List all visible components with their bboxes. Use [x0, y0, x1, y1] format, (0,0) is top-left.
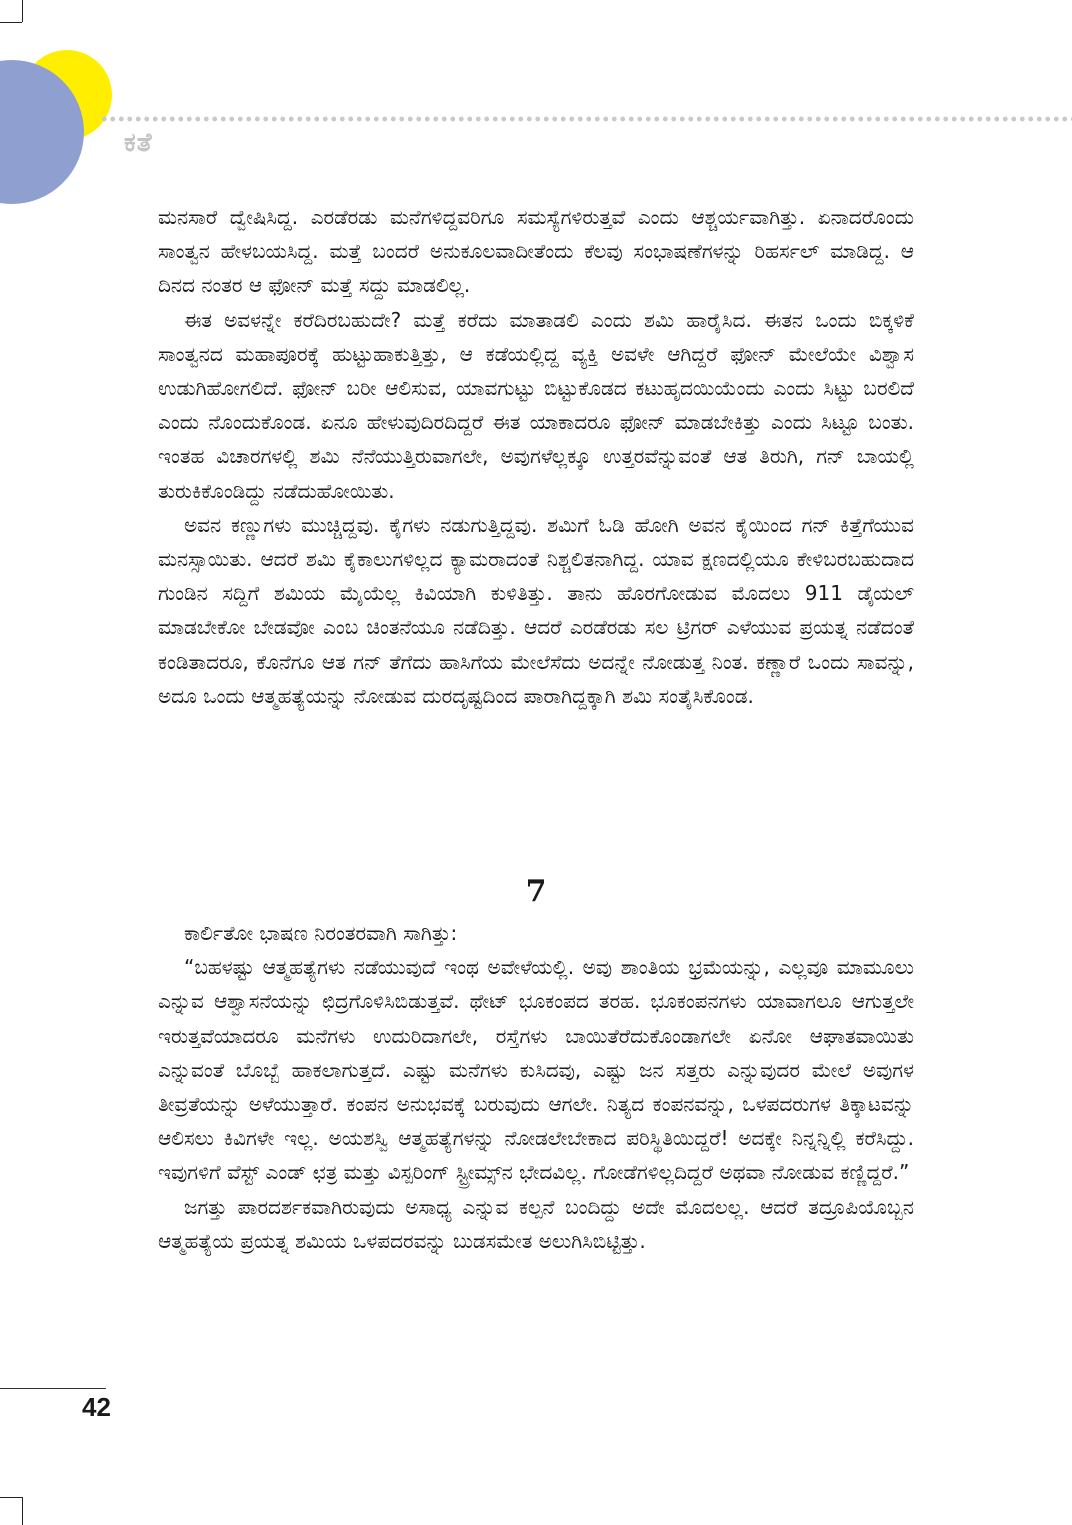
paragraph: ಕಾರ್ಲಿತೋ ಭಾಷಣ ನಿರಂತರವಾಗಿ ಸಾಗಿತ್ತು: — [184, 921, 458, 945]
paragraph: ಜಗತ್ತು ಪಾರದರ್ಶಕವಾಗಿರುವುದು ಅಸಾಧ್ಯ ಎನ್ನುವ ಕಲ್ಪನೆ ಬಂದಿದ್ದು ಅದೇ ಮೊದಲಲ್ಲ. ಆದರೆ ತದ್ರೂಪಿಯೊಬ್ಬನ ಆತ್ಮಹತ್ಯೆಯ ಪ್ರಯತ್ನ ಶಮಿಯ ಒಳಪದರವನ್ನು ಬುಡಸಮೇತ ಅಲುಗಿಸಿಬಿಟ್ಟಿತ್ತು. — [158, 1194, 914, 1253]
crop-mark-bottom-h — [0, 1497, 22, 1498]
text-block-top — [158, 200, 914, 713]
chapter-number: 7 — [525, 874, 547, 909]
paragraph: ಅವನ ಕಣ್ಣುಗಳು ಮುಚ್ಚಿದ್ದವು. ಕೈಗಳು ನಡುಗುತ್ತಿದ್ದವು. ಶಮಿಗೆ ಓಡಿ ಹೋಗಿ ಅವನ ಕೈಯಿಂದ ಗನ್ ಕಿತ್ತೆಗೆಯುವ ಮನಸ್ಸಾಯಿತು. ಆದರೆ ಶಮಿ ಕೈಕಾಲುಗಳಿಲ್ಲದ ಕ್ಯಾಮರಾದಂತೆ ನಿಶ್ಚಲಿತನಾಗಿದ್ದ. ಯಾವ ಕ್ಷಣದಲ್ಲಿಯೂ ಕೇಳಿಬರಬಹುದಾದ ಗುಂಡಿನ ಸದ್ದಿಗೆ ಶಮಿಯ ಮೈಯೆಲ್ಲ ಕಿವಿಯಾಗಿ ಕುಳಿತಿತ್ತು. ತಾನು ಹೊರಗೋಡುವ ಮೊದಲು 911 ಡೈಯಲ್ ಮಾಡಬೇಕೋ ಬೇಡವೋ ಎಂಬ ಚಿಂತನೆಯೂ ನಡೆದಿತ್ತು. ಆದರೆ ಎರಡೆರಡು ಸಲ ಟ್ರಿಗರ್ ಎಳೆಯುವ ಪ್ರಯತ್ನ ನಡೆದಂತೆ ಕಂಡಿತಾದರೂ, ಕೊನೆಗೂ ಆತ ಗನ್ ತೆಗೆದು ಹಾಸಿಗೆಯ ಮೇಲೆಸೆದು ಅದನ್ನೇ ನೋಡುತ್ತ ನಿಂತ. ಕಣ್ಣಾರೆ ಒಂದು ಸಾವನ್ನು, ಅದೂ ಒಂದು ಆತ್ಮಹತ್ಯೆಯನ್ನು ನೋಡುವ ದುರದೃಷ್ಟದಿಂದ ಪಾರಾಗಿದ್ದಕ್ಕಾಗಿ ಶಮಿ ಸಂತೈಸಿಕೊಂಡ. — [158, 512, 914, 708]
crop-mark-top — [22, 0, 23, 22]
page-number: 42 — [82, 1392, 111, 1422]
text-block-bottom — [158, 916, 914, 1258]
footer-rule — [0, 1388, 106, 1389]
crop-mark-top-h — [0, 22, 22, 23]
section-title: ಕತೆ — [124, 128, 153, 158]
crop-mark-bottom — [22, 1497, 23, 1525]
paragraph: “ಬಹಳಷ್ಟು ಆತ್ಮಹತ್ಯೆಗಳು ನಡೆಯುವುದೆ ಇಂಥ ಅವೇಳೆಯಲ್ಲಿ. ಅವು ಶಾಂತಿಯ ಭ್ರಮೆಯನ್ನು, ಎಲ್ಲವೂ ಮಾಮೂಲು ಎನ್ನುವ ಆಶ್ವಾಸನೆಯನ್ನು ಛಿದ್ರಗೊಳಿಸಿಬಿಡುತ್ತವೆ. ಥೇಟ್ ಭೂಕಂಪದ ತರಹ. ಭೂಕಂಪನಗಳು ಯಾವಾಗಲೂ ಆಗುತ್ತಲೇ ಇರುತ್ತವೆಯಾದರೂ ಮನೆಗಳು ಉದುರಿದಾಗಲೇ, ರಸ್ತೆಗಳು ಬಾಯಿತೆರೆದುಕೊಂಡಾಗಲೇ ಏನೋ ಆಘಾತವಾಯಿತು ಎನ್ನುವಂತೆ ಬೊಬ್ಬೆ ಹಾಕಲಾಗುತ್ತದೆ. ಎಷ್ಟು ಮನೆಗಳು ಕುಸಿದವು, ಎಷ್ಟು ಜನ ಸತ್ತರು ಎನ್ನುವುದರ ಮೇಲೆ ಅವುಗಳ ತೀವ್ರತೆಯನ್ನು ಅಳೆಯುತ್ತಾರೆ. ಕಂಪನ ಅನುಭವಕ್ಕೆ ಬರುವುದು ಆಗಲೇ. ನಿತ್ಯದ ಕಂಪನವನ್ನು, ಒಳಪದರುಗಳ ತಿಕ್ಕಾಟವನ್ನು ಆಲಿಸಲು ಕಿವಿಗಳೇ ಇಲ್ಲ. ಅಯಶಸ್ವಿ ಆತ್ಮಹತ್ಯೆಗಳನ್ನು ನೋಡಲೇಬೇಕಾದ ಪರಿಸ್ಥಿತಿಯಿದ್ದರೆ! ಅದಕ್ಕೇ ನಿನ್ನನ್ನಿಲ್ಲಿ ಕರೆಸಿದ್ದು. ಇವುಗಳಿಗೆ ವೆಸ್ಟ್ ಎಂಡ್ ಛತ್ರ ಮತ್ತು ವಿಸ್ಪರಿಂಗ್ ಸ್ಟ್ರೀಮ್ಸ್‌ನ ಭೇದವಿಲ್ಲ. ಗೋಡೆಗಳಿಲ್ಲದಿದ್ದರೆ ಅಥವಾ ನೋಡುವ ಕಣ್ಣಿದ್ದರೆ.” — [158, 955, 914, 1185]
paragraph: ಈತ ಅವಳನ್ನೇ ಕರೆದಿರಬಹುದೇ? ಮತ್ತೆ ಕರೆದು ಮಾತಾಡಲಿ ಎಂದು ಶಮಿ ಹಾರೈಸಿದ. ಈತನ ಒಂದು ಬಿಕ್ಕಳಿಕೆ ಸಾಂತ್ವನದ ಮಹಾಪೂರಕ್ಕೆ ಹುಟ್ಟುಹಾಕುತ್ತಿತ್ತು, ಆ ಕಡೆಯಲ್ಲಿದ್ದ ವ್ಯಕ್ತಿ ಅವಳೇ ಆಗಿದ್ದರೆ ಫೋನ್ ಮೇಲೆಯೇ ವಿಶ್ವಾಸ ಉಡುಗಿಹೋಗಲಿದೆ. ಫೋನ್ ಬರೀ ಆಲಿಸುವ, ಯಾವಗುಟ್ಟು ಬಿಟ್ಟುಕೊಡದ ಕಟುಹೃದಯಿಯೆಂದು ಎಂದು ಸಿಟ್ಟು ಬರಲಿದೆ ಎಂದು ನೊಂದುಕೊಂಡ. ಏನೂ ಹೇಳುವುದಿರದಿದ್ದರೆ ಈತ ಯಾಕಾದರೂ ಫೋನ್ ಮಾಡಬೇಕಿತ್ತು ಎಂದು ಸಿಟ್ಟೂ ಬಂತು. ಇಂತಹ ವಿಚಾರಗಳಲ್ಲಿ ಶಮಿ ನೆನೆಯುತ್ತಿರುವಾಗಲೇ, ಅವುಗಳೆಲ್ಲಕ್ಕೂ ಉತ್ತರವೆನ್ನುವಂತೆ ಆತ ತಿರುಗಿ, ಗನ್ ಬಾಯಲ್ಲಿ ತುರುಕಿಕೊಂಡಿದ್ದು ನಡೆದುಹೋಯಿತು. — [158, 307, 914, 503]
header-dotted-rule — [100, 116, 1072, 122]
paragraph: ಮನಸಾರೆ ದ್ವೇಷಿಸಿದ್ದ. ಎರಡೆರಡು ಮನೆಗಳಿದ್ದವರಿಗೂ ಸಮಸ್ಯೆಗಳಿರುತ್ತವೆ ಎಂದು ಆಶ್ಚರ್ಯವಾಗಿತ್ತು. ಏನಾದರೊಂದು ಸಾಂತ್ವನ ಹೇಳಬಯಸಿದ್ದ. ಮತ್ತೆ ಬಂದರೆ ಅನುಕೂಲವಾದೀತೆಂದು ಕೆಲವು ಸಂಭಾಷಣೆಗಳನ್ನು ರಿಹರ್ಸಲ್ ಮಾಡಿದ್ದ. ಆ ದಿನದ ನಂತರ ಆ ಫೋನ್ ಮತ್ತೆ ಸದ್ದು ಮಾಡಲಿಲ್ಲ. — [158, 205, 914, 298]
